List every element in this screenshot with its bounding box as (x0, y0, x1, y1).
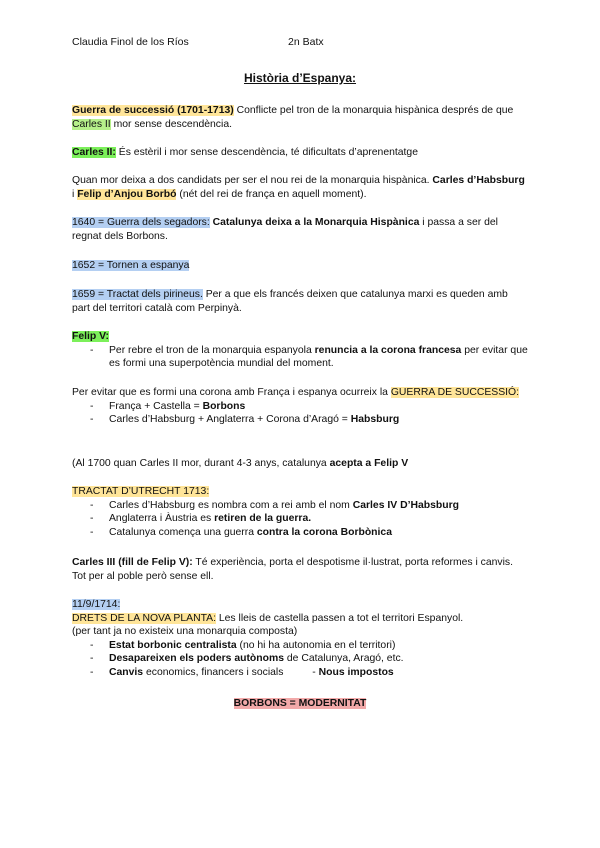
paragraph-text: (per tant ja no existeix una monarquia composta) (72, 626, 298, 638)
paragraph-guerra-successio (72, 104, 528, 131)
item-text: Carles d’Habsburg es nombra com a rei amb el nom (109, 499, 353, 511)
paragraph-1640 (72, 216, 528, 243)
date-1640: 1640 = Guerra dels segadors: (72, 217, 210, 228)
list-item (72, 499, 528, 513)
list-item (72, 344, 528, 371)
bands-list (72, 400, 528, 427)
paragraph-carles-iii (72, 556, 528, 583)
bold-text: contra la corona Borbònica (256, 526, 392, 538)
section-tractat-utrecht (72, 485, 528, 539)
section-guerra-successio (72, 386, 528, 427)
date-1659: 1659 = Tractat dels pirineus. (72, 289, 203, 300)
date-1652: 1652 = Tornen a espanya (72, 260, 190, 271)
paragraph-carles-ii (72, 146, 528, 160)
bold-text: acepta a Felip V (329, 458, 409, 469)
date-1714: 11/9/1714: (72, 599, 121, 610)
list-item (72, 666, 528, 680)
page-header (72, 36, 324, 48)
bold-text: Desapareixen els poders autònoms (109, 653, 284, 665)
paragraph-1652 (72, 259, 528, 273)
item-text: Anglaterra i Àustria es (109, 513, 215, 525)
felip-v-list (72, 344, 528, 371)
separator-text: - (283, 666, 319, 678)
list-item (72, 526, 528, 540)
paragraph-text: (nét del rei de frança en aquell moment). (176, 188, 367, 200)
item-text: de Catalunya, Aragó, etc. (283, 653, 404, 665)
item-text: Catalunya comença una guerra (109, 526, 257, 538)
paragraph-text: i (72, 188, 78, 200)
item-text: economics, financers i socials (143, 666, 284, 678)
section-felip-v (72, 330, 528, 371)
conclusion (72, 697, 528, 711)
list-item (72, 639, 528, 653)
list-item (72, 400, 528, 414)
paragraph-text: Té experiència, porta el despotisme il·lustrat, porta reformes i canvis. Tot per al poble però sense ell. (72, 557, 513, 582)
paragraph-text: i passa a ser del regnat dels Borbons. (72, 217, 498, 242)
author-name: Claudia Finol de los Ríos (72, 36, 189, 48)
bold-text: Canvis (109, 666, 144, 678)
item-text: per evitar que es formi una superpotència mundial del moment. (109, 344, 528, 370)
paragraph-candidats (72, 174, 528, 201)
bold-text: Carles IV D’Habsburg (352, 499, 459, 511)
term-nova-planta: DRETS DE LA NOVA PLANTA: (72, 612, 216, 624)
paragraph-text: Les lleis de castella passen a tot el territori Espanyol. (215, 612, 464, 624)
paragraph-text: (Al 1700 quan Carles II mor, durant 4-3 anys, catalunya (72, 458, 330, 469)
bold-text: renuncia a la corona francesa (314, 344, 462, 356)
paragraph-text: Per evitar que es formi una corona amb França i espanya ocurreix la (72, 387, 391, 398)
item-text: Per rebre el tron de la monarquia espanyola (109, 344, 315, 356)
page-title: Història d’Espanya: (243, 71, 357, 85)
nova-planta-list (72, 639, 528, 680)
paragraph-text: És estèril i mor sense descendència, té dificultats d’aprenentatge (115, 147, 418, 158)
list-item (72, 413, 528, 427)
bold-text: Nous impostos (318, 666, 394, 678)
paragraph-1659 (72, 288, 528, 315)
term-felip-v: Felip V: (72, 331, 109, 342)
paragraph-text: Conflicte pel tron de la monarquia hispànica després de que (233, 105, 514, 116)
term-carles-iii: Carles III (fill de Felip V): (72, 557, 193, 568)
bold-text: Habsburg (350, 414, 400, 426)
term-guerra-successio-caps: GUERRA DE SUCCESSIÓ: (390, 387, 519, 398)
bold-text: Estat borbonic centralista (109, 639, 237, 651)
item-text: França + Castella = (109, 400, 203, 412)
bold-text: retiren de la guerra. (214, 513, 312, 525)
paragraph-text: mor sense descendència. (110, 118, 232, 130)
bold-text: Catalunya deixa a la Monarquia Hispànica (209, 217, 420, 228)
term-carles-ii: Carles II (72, 118, 111, 130)
utrecht-list (72, 499, 528, 540)
bold-text: Borbons (202, 400, 246, 412)
candidate-borbo: Felip d’Anjou Borbó (77, 188, 177, 200)
term-tractat-utrecht: TRACTAT D’UTRECHT 1713: (72, 486, 210, 497)
paragraph-text: Per a que els francés deixen que catalunya marxi es queden amb part del territori català com Perpinyà. (72, 289, 508, 314)
conclusion-text: BORBONS = MODERNITAT (233, 698, 367, 709)
item-text: (no hi ha autonomia en el territori) (236, 639, 396, 651)
section-nova-planta (72, 598, 528, 680)
term-guerra-successio: Guerra de successió (1701-1713) (72, 105, 234, 116)
list-item (72, 652, 528, 666)
candidate-habsburg: Carles d’Habsburg (432, 175, 525, 186)
item-text: Carles d’Habsburg + Anglaterra + Corona d’Aragó = (109, 414, 351, 426)
paragraph-1700 (72, 457, 528, 471)
list-item (72, 512, 528, 526)
term-carles-ii-label: Carles II: (72, 147, 116, 158)
paragraph-text: Quan mor deixa a dos candidats per ser el nou rei de la monarquia hispànica. (72, 175, 433, 186)
class-label: 2n Batx (288, 36, 324, 48)
